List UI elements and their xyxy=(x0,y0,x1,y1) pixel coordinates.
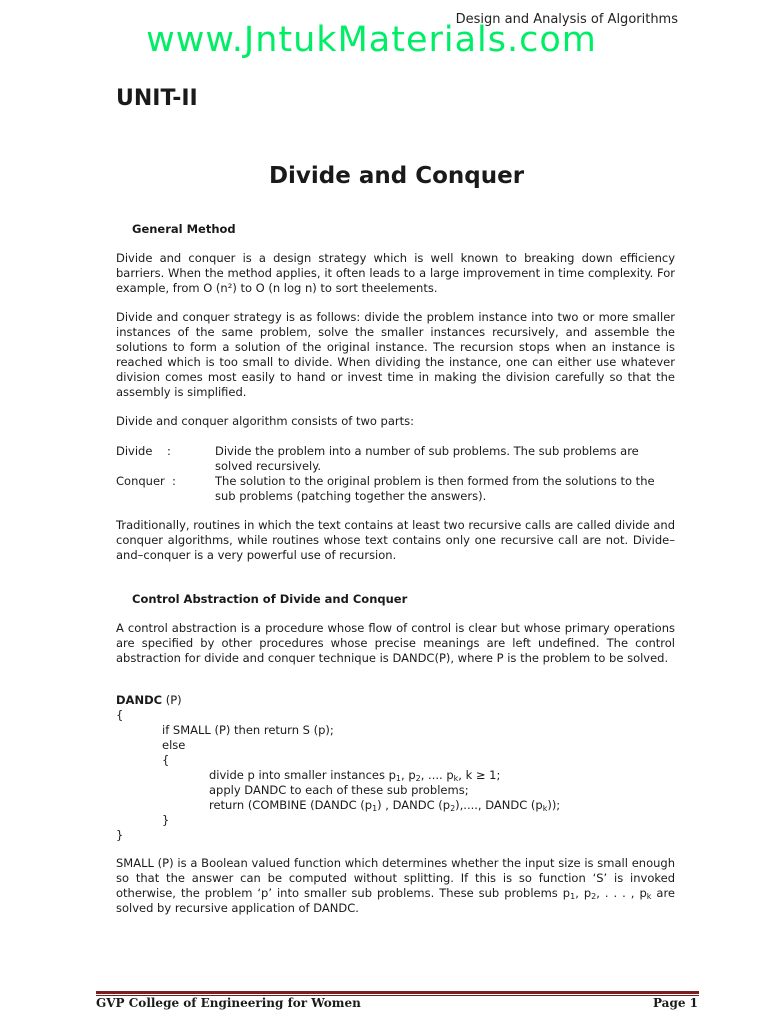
paragraph-small-function: SMALL (P) is a Boolean valued function which determines whether the input size is small enough so that the answer can be computed without splitting. If this is so function ‘S’ is invoked otherwise, the problem ‘p’ into smaller sub problems. These sub problems $p_1$, $p_2$, . . . , $p_k$ are solved by recursive application of DANDC. xyxy=(116,856,675,915)
paragraph-strategy: Divide and conquer strategy is as follows: divide the problem instance into two or more smaller instances of the same problem, solve the smaller instances recursively, and assemble the solutions to form a solution of the original instance. The recursion stops when an instance is reached which is too small to divide. When dividing the instance, one can either use whatever division comes most easily to hand or invest time in making the division carefully so that the assembly is simplified. xyxy=(116,310,675,399)
definition-term: Divide : xyxy=(116,444,171,458)
section-heading-general-method: General Method xyxy=(132,222,236,236)
footer-college: GVP College of Engineering for Women xyxy=(96,996,361,1010)
code-line: { xyxy=(162,753,170,767)
paragraph-two-parts: Divide and conquer algorithm consists of two parts: xyxy=(116,414,415,428)
code-text: divide p into smaller instances p xyxy=(209,768,396,782)
code-line: else xyxy=(162,738,186,752)
code-line: apply DANDC to each of these sub problems; xyxy=(209,783,469,797)
code-line xyxy=(116,693,560,708)
code-text: return (COMBINE (DANDC (p xyxy=(209,798,373,812)
paragraph-intro: Divide and conquer is a design strategy which is well known to breaking down efficiency barriers. When the method applies, it often leads to a large improvement in time complexity. For example, from O (n²) to O (n log n) to sort theelements. xyxy=(116,251,675,295)
code-line: } xyxy=(162,813,170,827)
code-line: } xyxy=(116,828,124,842)
course-header: Design and Analysis of Algorithms xyxy=(455,12,678,27)
unit-heading: UNIT-II xyxy=(116,86,198,111)
paragraph-text: are solved by recursive application of DANDC. xyxy=(116,886,675,915)
footer-page-number: Page 1 xyxy=(652,996,698,1010)
code-line-return: return (COMBINE (DANDC $(p_1)$ , DANDC $(p_2)$,...., DANDC $(p_k)$); xyxy=(209,798,561,813)
code-line: { xyxy=(116,708,124,722)
code-line-divide: divide p into smaller instances $p_1$, $p_2$, .... $p_k$, k ≥ 1; xyxy=(209,768,501,783)
section-heading-control-abstraction: Control Abstraction of Divide and Conquer xyxy=(132,592,408,606)
footer-rule xyxy=(96,991,699,994)
code-line: if SMALL (P) then return S (p); xyxy=(162,723,334,737)
paragraph-text: SMALL (P) is a Boolean valued function which determines whether the input size is small enough so that the answer can be computed without splitting. If this is so function ‘S’ is invoked otherwise, the problem ‘p’ into smaller sub problems. These sub problems p xyxy=(116,856,675,900)
page-title: Divide and Conquer xyxy=(268,163,525,189)
code-block-dandc xyxy=(116,693,560,843)
definition-desc: Divide the problem into a number of sub problems. The sub problems are solved recursively. xyxy=(215,444,639,473)
definition-term: Conquer : xyxy=(116,474,176,488)
paragraph-control-abstraction: A control abstraction is a procedure whose flow of control is clear but whose primary operations are specified by other procedures whose precise meanings are left undefined. The control abstraction for divide and conquer technique is DANDC(P), where P is the problem to be solved. xyxy=(116,621,675,665)
definition-desc: The solution to the original problem is then formed from the solutions to the sub problems (patching together the answers). xyxy=(215,474,655,503)
code-param: (P) xyxy=(162,693,182,707)
watermark-link[interactable]: www.JntukMaterials.com xyxy=(146,20,597,60)
code-function-name: DANDC xyxy=(116,693,163,707)
paragraph-recursion: Traditionally, routines in which the text contains at least two recursive calls are called divide and conquer algorithms, while routines whose text contains only one recursive call are not. Divide–and–conquer is a very powerful use of recursion. xyxy=(116,518,675,562)
